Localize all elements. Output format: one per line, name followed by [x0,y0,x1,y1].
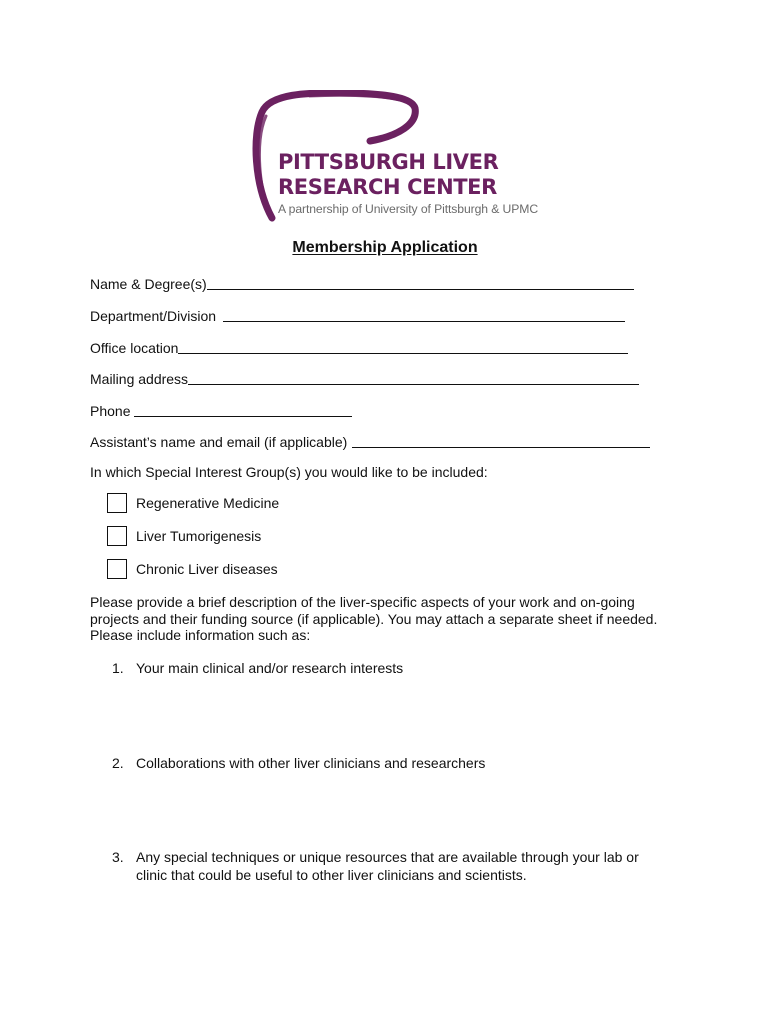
mailing-row [90,367,639,387]
list-text [136,754,485,772]
list-text-line: Collaborations with other liver clinicians and researchers [136,755,486,771]
list-text-line: Any special techniques or unique resources that are available through your lab or [136,849,639,865]
department-row [90,304,625,324]
assistant-row [90,430,650,450]
phone-row [90,399,352,419]
list-item [112,659,403,677]
mailing-field[interactable] [188,367,639,385]
checkbox-chronic[interactable] [107,559,127,579]
list-text-line: clinic that could be useful to other liver clinicians and scientists. [136,867,527,883]
sig-prompt: In which Special Interest Group(s) you would like to be included: [90,464,488,480]
checkbox-regenerative[interactable] [107,493,127,513]
list-number: 2. [112,755,124,771]
description-line: Please include information such as: [90,627,311,643]
sig-option-label: Regenerative Medicine [136,495,280,511]
list-text [136,659,403,677]
list-text-line: Your main clinical and/or research interests [136,660,404,676]
list-text [136,848,639,884]
list-item [112,848,639,884]
logo-title-line1: PITTSBURGH LIVER [278,150,499,174]
description-paragraph [90,594,690,644]
logo-subtitle: A partnership of University of Pittsburgh & UPMC [278,202,539,216]
sig-option-regenerative[interactable] [107,493,279,513]
phone-label: Phone [90,403,131,419]
list-number: 1. [112,660,124,676]
sig-option-tumorigenesis[interactable] [107,526,261,546]
assistant-label: Assistant’s name and email (if applicable) [90,434,348,450]
department-field[interactable] [223,304,625,322]
sig-option-label: Chronic Liver diseases [136,561,278,577]
checkbox-tumorigenesis[interactable] [107,526,127,546]
list-number: 3. [112,849,124,865]
name-degree-field[interactable] [207,272,634,290]
page-title: Membership Application [292,239,478,256]
mailing-label: Mailing address [90,371,189,387]
logo [250,90,539,225]
description-line: projects and their funding source (if applicable). You may attach a separate sheet if needed. [90,610,658,627]
list-item [112,754,485,772]
name-degree-row [90,272,634,292]
assistant-field[interactable] [352,430,650,448]
office-row [90,336,628,356]
sig-option-label: Liver Tumorigenesis [136,528,262,544]
phone-field[interactable] [134,399,352,417]
department-label: Department/Division [90,308,217,324]
description-line: Please provide a brief description of the liver-specific aspects of your work and on-going [90,594,635,610]
sig-option-chronic[interactable] [107,559,278,579]
logo-title-line2: RESEARCH CENTER [278,175,497,199]
office-label: Office location [90,340,179,356]
name-degree-label: Name & Degree(s) [90,276,207,292]
office-field[interactable] [178,336,628,354]
